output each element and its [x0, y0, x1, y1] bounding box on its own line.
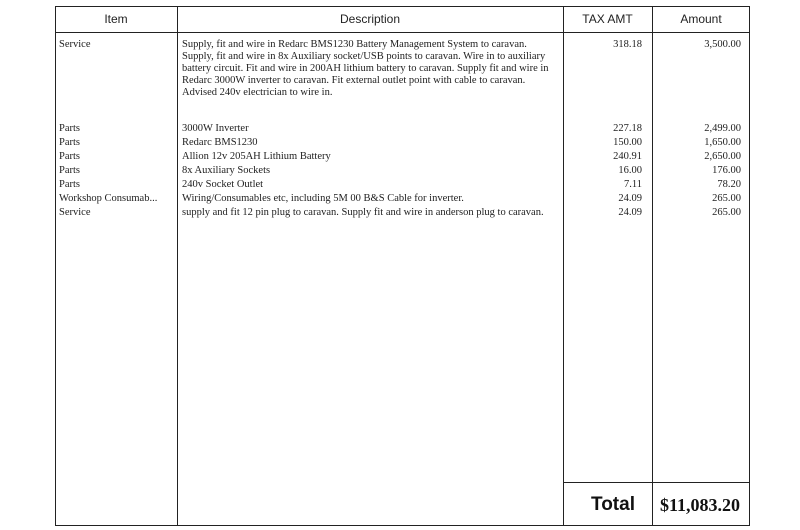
- row-tax: 16.00: [618, 165, 642, 176]
- row-amount: 2,650.00: [704, 151, 741, 162]
- row-amount: 176.00: [712, 165, 741, 176]
- row-amount: 2,499.00: [704, 123, 741, 134]
- row-amount: 265.00: [712, 193, 741, 204]
- total-divider: [563, 482, 750, 483]
- row-description: Redarc BMS1230: [182, 137, 258, 148]
- row-item: Parts: [59, 123, 80, 134]
- row-description: 240v Socket Outlet: [182, 179, 264, 190]
- row-item: Service: [59, 39, 91, 50]
- row-item: Parts: [59, 151, 80, 162]
- row-tax: 227.18: [613, 123, 642, 134]
- row-description: supply and fit 12 pin plug to caravan. Supply fit and wire in anderson plug to caravan.: [182, 207, 544, 218]
- total-value: $11,083.20: [659, 495, 740, 515]
- header-divider: [55, 32, 750, 33]
- table-row: [55, 39, 750, 123]
- row-description: Supply, fit and wire in Redarc BMS1230 Battery Management System to caravan. Supply, fit and wire in 8x Auxiliary socket/USB points to caravan. Wire in to auxiliary battery circuit. Fit and wire in 200AH lithium battery to caravan. Supply fit and wire in Redarc 3000W inverter to caravan. Fit external outlet point with cable to caravan. Advised 240v electrician to wire in.: [182, 39, 549, 98]
- header-tax-amt: TAX AMT: [582, 12, 633, 26]
- row-tax: 318.18: [613, 39, 642, 50]
- invoice-table: [55, 6, 750, 526]
- row-tax: 7.11: [624, 179, 642, 190]
- row-tax: 240.91: [613, 151, 642, 162]
- row-tax: 24.09: [618, 207, 642, 218]
- row-description: 3000W Inverter: [182, 123, 249, 134]
- row-description: Wiring/Consumables etc, including 5M 00 B&S Cable for inverter.: [182, 193, 464, 204]
- table-row: [55, 179, 750, 191]
- row-amount: 78.20: [717, 179, 741, 190]
- table-row: [55, 207, 750, 233]
- header-description: Description: [339, 12, 401, 26]
- row-tax: 24.09: [618, 193, 642, 204]
- table-row: [55, 193, 750, 205]
- row-item: Parts: [59, 137, 80, 148]
- row-tax: 150.00: [613, 137, 642, 148]
- row-amount: 3,500.00: [704, 39, 741, 50]
- table-row: [55, 151, 750, 163]
- table-row: [55, 123, 750, 135]
- table-row: [55, 165, 750, 177]
- row-description: Allion 12v 205AH Lithium Battery: [182, 151, 331, 162]
- row-item: Parts: [59, 179, 80, 190]
- header-item: Item: [104, 12, 128, 26]
- row-item: Workshop Consumab...: [59, 193, 158, 204]
- row-amount: 265.00: [712, 207, 741, 218]
- row-description: 8x Auxiliary Sockets: [182, 165, 271, 176]
- header-amount: Amount: [680, 12, 722, 26]
- total-label: Total: [591, 494, 635, 515]
- row-item: Parts: [59, 165, 80, 176]
- table-row: [55, 137, 750, 149]
- row-item: Service: [59, 207, 91, 218]
- row-amount: 1,650.00: [704, 137, 741, 148]
